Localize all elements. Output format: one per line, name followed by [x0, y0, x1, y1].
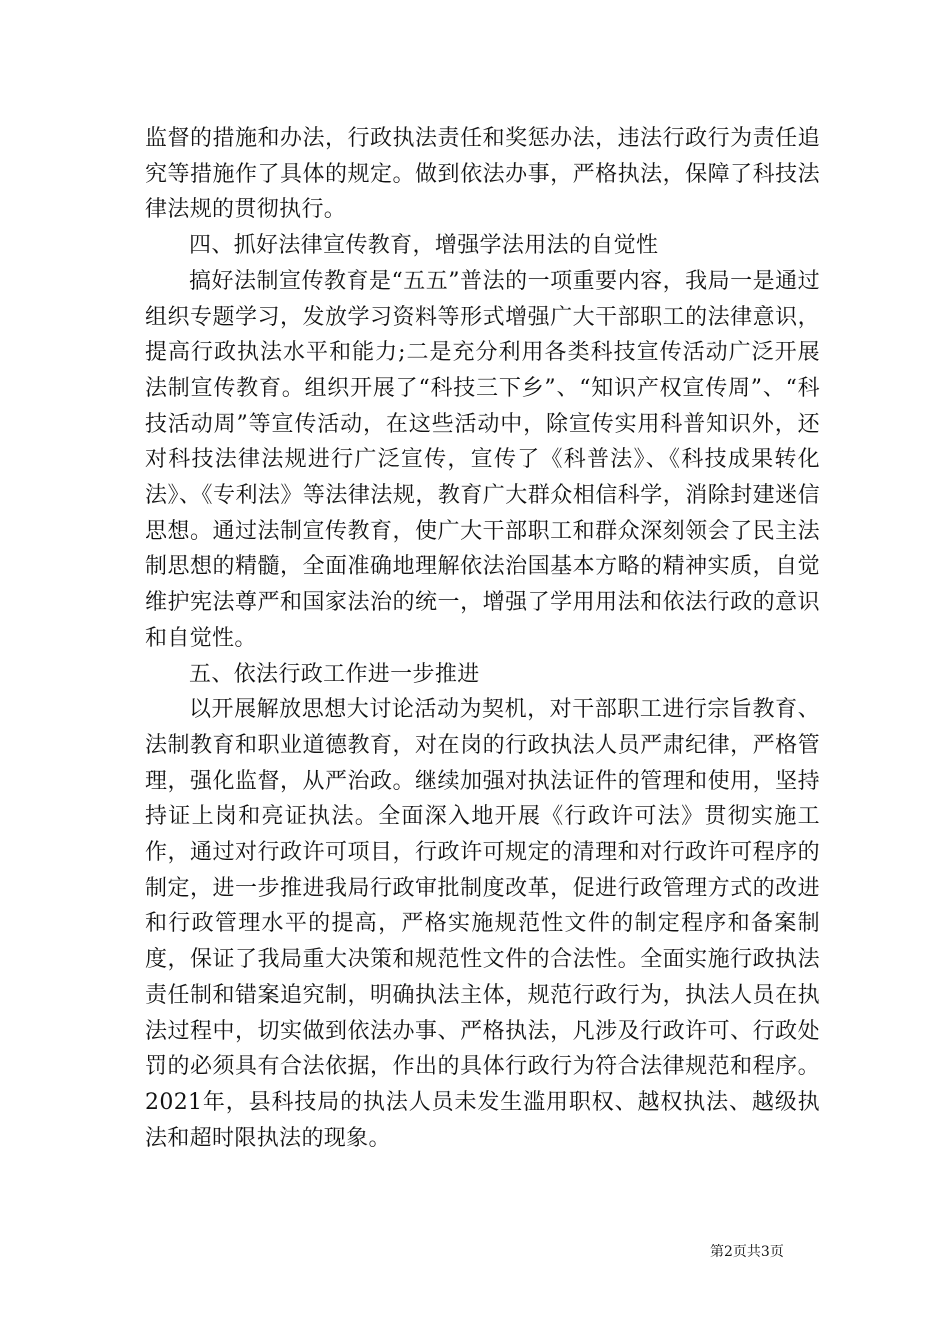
paragraph-legal-education: 搞好法制宣传教育是“五五”普法的一项重要内容，我局一是通过组织专题学习，发放学习资料等形式增强广大干部职工的法律意识，提高行政执法水平和能力;二是充分利用各类科技宣传活动广泛开展法制宣传教育。组织开展了“科技三下乡”、“知识产权宣传周”、“科技活动周”等宣传活动，在这些活动中，除宣传实用科普知识外，还对科技法律法规进行广泛宣传，宣传了《科普法》、《科技成果转化法》、《专利法》等法律法规，教育广大群众相信科学，消除封建迷信思想。通过法制宣传教育，使广大干部职工和群众深刻领会了民主法制思想的精髓，全面准确地理解依法治国基本方略的精神实质，自觉维护宪法尊严和国家法治的统一，增强了学用用法和依法行政的意识和自觉性。 — [145, 268, 820, 651]
document-body — [145, 121, 820, 1156]
section-heading-four: 四、抓好法律宣传教育，增强学法用法的自觉性 — [189, 233, 659, 259]
paragraph-continued: 监督的措施和办法，行政执法责任和奖惩办法，违法行政行为责任追究等措施作了具体的规定。做到依法办事，严格执法，保障了科技法律法规的贯彻执行。 — [145, 126, 820, 223]
page-number-footer: 第2页共3页 — [710, 1244, 784, 1260]
paragraph-administration-by-law: 以开展解放思想大讨论活动为契机，对干部职工进行宗旨教育、法制教育和职业道德教育，对在岗的行政执法人员严肃纪律，严格管理，强化监督，从严治政。继续加强对执法证件的管理和使用，坚持持证上岗和亮证执法。全面深入地开展《行政许可法》贯彻实施工作，通过对行政许可项目，行政许可规定的清理和对行政许可程序的制定，进一步推进我局行政审批制度改革，促进行政管理方式的改进和行政管理水平的提高，严格实施规范性文件的制定程序和备案制度，保证了我局重大决策和规范性文件的合法性。全面实施行政执法责任制和错案追究制，明确执法主体，规范行政行为，执法人员在执法过程中，切实做到依法办事、严格执法，凡涉及行政许可、行政处罚的必须具有合法依据，作出的具体行政行为符合法律规范和程序。2021年，县科技局的执法人员未发生滥用职权、越权执法、越级执法和超时限执法的现象。 — [145, 697, 820, 1151]
section-heading-five: 五、依法行政工作进一步推进 — [189, 661, 480, 687]
